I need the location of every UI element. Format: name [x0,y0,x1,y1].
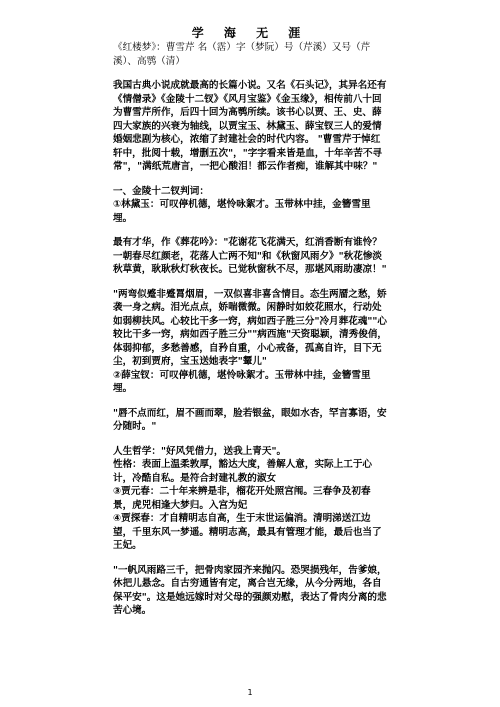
page-number: 1 [247,688,253,697]
verdict-daiyu: ①林黛玉：可叹停机德，堪怜咏絮才。玉带林中挂，金簪雪里埋。 [113,199,371,224]
tanchun-farewell-paragraph: "一帆风雨路三千，把骨肉家园齐来抛闪。恐哭损残年，告爹娘，休把儿悬念。自古穷通皆有定，离合岂无缘，从今分两地，各自保平安"。这是她远嫁时对父母的强颜劝慰，表达了骨肉分离的悲苦心境。 [113,564,387,616]
daiyu-talent-paragraph: 最有才华，作《葬花吟》："花谢花飞花满天，红消香断有谁怜？一朝春尽红颜老，花落人亡两不知"和《秋窗风雨夕》"秋花惨淡秋草黄，耿耿秋灯秋夜长。已觉秋窗秋不尽，那堪风雨助凄凉！" [113,237,387,275]
baochai-philosophy-line: 人生哲学："好风凭借力，送我上青天"。 [113,445,287,457]
verdict-tanchun: ④贾探春：才自精明志自高，生于末世运偏消。清明涕送江边望，千里东风一梦遥。精明志高，最具有管理才能，最后也当了王妃。 [113,513,382,551]
document-body [113,41,388,618]
verdict-baochai: ②薛宝钗：可叹停机德，堪怜咏絮才。玉带林中挂，金簪雪里埋。 [113,369,371,394]
overview-paragraph: 我国古典小说成就最高的长篇小说。又名《石头记》，其异名还有《情僧录》《金陵十二钗》《风月宝鉴》《金玉缘》，相传前八十回为曹雪芹所作，后四十回为高鹗所续。该书心以贾、王、史、薛四大家族的兴衰为轴线，以贾宝玉、林黛玉、薛宝钗三人的爱情婚姻悲剧为核心，浓缩了封建社会的时代内容。 "曹雪芹于悼红轩中，批阅十载，增删五次"，"字字看来皆是血，十年辛苦不寻常"，"满纸荒唐言，一把心酸泪！都云作者痴，谁解其中味？" [113,80,387,172]
section-heading: 一、金陵十二钗判词： [113,185,209,197]
daiyu-description-paragraph: "两弯似蹙非蹙罥烟眉，一双似喜非喜含情目。态生两靥之愁，娇袭一身之病。泪光点点，娇喘微微。闲静时如姣花照水，行动处如弱柳扶风。心较比干多一窍，病如西子胜三分"冷月葬花魂""心较比干多一窍，病如西子胜三分""病西施"天资聪颖，清秀俊俏，体弱抑郁，多愁善感，自矜自重，小心戒备，孤高自许，目下无尘，初到贾府，宝玉送她表字"颦儿" [113,288,388,367]
page-header: 学 海 无 涯 [191,26,309,40]
verdict-yuanchun: ③贾元春：二十年来辨是非，榴花开处照宫闱。三春争及初春景，虎兕相逢大梦归。入宫为妃 [113,486,371,511]
baochai-description-paragraph: "唇不点而红，眉不画而翠，脸若银盆，眼如水杏，罕言寡语，安分随时。" [113,407,387,432]
baochai-character-line: 性格：表面上温柔敦厚，豁达大度，善解人意，实际上工于心计，冷酷自私。是符合封建礼教的淑女 [113,459,373,484]
intro-line: 《红楼梦》：曹雪芹 名（霑）字（梦阮）号（芹溪）又号（芹溪）、高鹗（清） [113,42,371,67]
